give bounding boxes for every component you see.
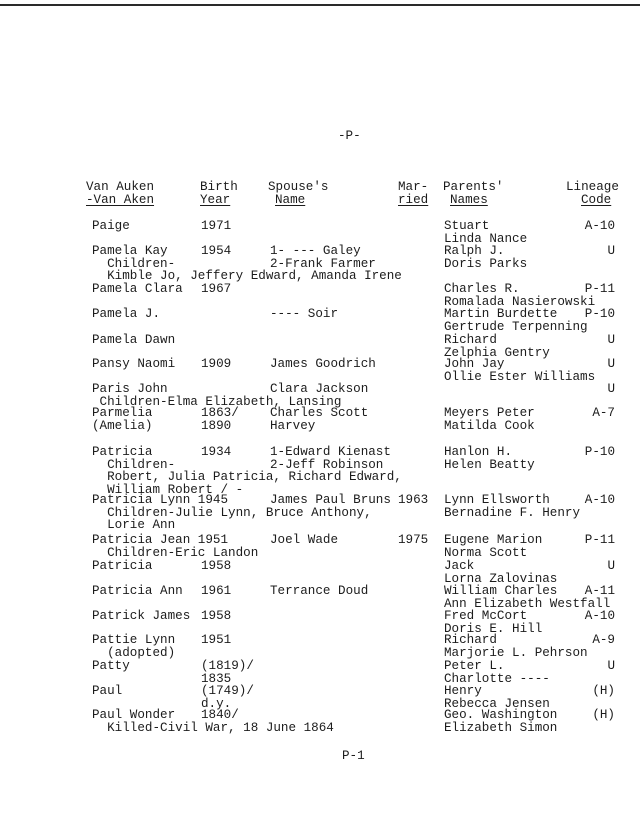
entry-name: Patricia Jean 1951 bbox=[92, 533, 229, 547]
entry-birth-year: 1863/ bbox=[201, 406, 239, 420]
header-lineage-line2: Code bbox=[581, 193, 612, 207]
entry-lineage-code: U bbox=[607, 559, 615, 573]
entry-name: Paige bbox=[92, 219, 130, 233]
entry-lineage-code: U bbox=[607, 659, 615, 673]
entry-name: Patty bbox=[92, 659, 130, 673]
header-birth-line1: Birth bbox=[200, 180, 238, 194]
page-header-mark: -P- bbox=[338, 129, 361, 143]
entry-name: Pamela Kay bbox=[92, 244, 168, 258]
entry-birth-year: 1934 bbox=[201, 445, 232, 459]
entry-married-year: 1963 bbox=[398, 493, 429, 507]
entry-lineage-code: P-10 bbox=[584, 445, 615, 459]
header-lineage-line1: Lineage bbox=[566, 180, 619, 194]
entry-birth-year: 1971 bbox=[201, 219, 232, 233]
entry-parent-father: Hanlon H. bbox=[444, 445, 513, 459]
entry-name: Pamela Clara bbox=[92, 282, 183, 296]
entry-name-note: Lorie Ann bbox=[92, 518, 176, 533]
entry-name-note: Children-Eric Landon bbox=[92, 545, 259, 560]
entry-name: Pamela J. bbox=[92, 307, 161, 321]
entry-parent-mother: Gertrude Terpenning bbox=[444, 319, 588, 334]
entry-parent-mother: Matilda Cook bbox=[444, 418, 535, 433]
entry-birth-year: 1840/ bbox=[201, 708, 239, 722]
entry-lineage-code: A-7 bbox=[592, 406, 615, 420]
entry-lineage-code: P-11 bbox=[584, 533, 615, 547]
entry-birth-year: 1961 bbox=[201, 584, 232, 598]
entry-lineage-code: U bbox=[607, 382, 615, 396]
entry-parent-mother: Helen Beatty bbox=[444, 457, 535, 472]
entry-parent-father: Fred McCort bbox=[444, 609, 528, 623]
header-spouse-line2: Name bbox=[275, 193, 306, 207]
entry-spouse: James Paul Bruns bbox=[270, 493, 391, 507]
entry-parent-father: Richard bbox=[444, 333, 497, 347]
entry-spouse: 1-Edward Kienast bbox=[270, 445, 391, 459]
entry-parent-mother: Bernadine F. Henry bbox=[444, 505, 581, 520]
entry-lineage-code: P-10 bbox=[584, 307, 615, 321]
entry-parent-mother: Zelphia Gentry bbox=[444, 345, 550, 360]
entry-birth-year: (1749)/ bbox=[201, 684, 254, 698]
entry-birth-year: (1819)/ bbox=[201, 659, 254, 673]
entry-parent-father: Martin Burdette bbox=[444, 307, 558, 321]
header-married-line2: ried bbox=[398, 193, 429, 207]
entry-parent-mother: Marjorie L. Pehrson bbox=[444, 645, 588, 660]
entry-spouse: 1- --- Galey bbox=[270, 244, 361, 258]
entry-parent-mother: Elizabeth Simon bbox=[444, 720, 558, 735]
entry-lineage-code: U bbox=[607, 244, 615, 258]
entry-name-note: Killed-Civil War, 18 June 1864 bbox=[92, 720, 334, 735]
entry-birth-year: 1890 bbox=[201, 418, 232, 433]
entry-parent-father: Peter L. bbox=[444, 659, 505, 673]
entry-lineage-code: A-11 bbox=[584, 584, 615, 598]
entry-parent-mother: Romalada Nasierowski bbox=[444, 294, 596, 309]
entry-parent-mother: Norma Scott bbox=[444, 545, 528, 560]
entry-parent-father: Jack bbox=[444, 559, 475, 573]
entry-lineage-code: A-10 bbox=[584, 609, 615, 623]
entry-name: Paris John bbox=[92, 382, 168, 396]
entry-parent-mother: Lorna Zalovinas bbox=[444, 571, 558, 586]
entry-name: Pattie Lynn bbox=[92, 633, 176, 647]
top-border-line bbox=[0, 4, 640, 6]
entry-parent-mother: Doris Parks bbox=[444, 256, 528, 271]
entry-parent-father: Ralph J. bbox=[444, 244, 505, 258]
entry-parent-father: Richard bbox=[444, 633, 497, 647]
entry-birth-year: 1967 bbox=[201, 282, 232, 296]
entry-lineage-code: (H) bbox=[592, 684, 615, 698]
entry-name: Patricia Ann bbox=[92, 584, 183, 598]
entry-birth-year: 1954 bbox=[201, 244, 232, 258]
entry-name: Paul Wonder bbox=[92, 708, 176, 722]
entry-spouse: 2-Frank Farmer bbox=[270, 256, 376, 271]
entry-birth-year: 1958 bbox=[201, 559, 232, 573]
entry-parent-father: John Jay bbox=[444, 357, 505, 371]
entry-lineage-code: A-10 bbox=[584, 219, 615, 233]
header-married-line1: Mar- bbox=[398, 180, 429, 194]
header-name-line1: Van Auken bbox=[86, 180, 155, 194]
entry-name-note: Kimble Jo, Jeffery Edward, Amanda Irene bbox=[92, 269, 402, 284]
entry-lineage-code: A-9 bbox=[592, 633, 615, 647]
entry-name: Pansy Naomi bbox=[92, 357, 176, 371]
entry-name-note: (adopted) bbox=[92, 645, 176, 660]
entry-spouse: 2-Jeff Robinson bbox=[270, 457, 384, 472]
entry-birth-year: 1835 bbox=[201, 671, 232, 686]
entry-birth-year: 1951 bbox=[201, 633, 232, 647]
entry-name: Patricia bbox=[92, 445, 153, 459]
entry-name-note: Children-Julie Lynn, Bruce Anthony, bbox=[92, 505, 372, 520]
entry-lineage-code: U bbox=[607, 333, 615, 347]
entry-name: Patrick James bbox=[92, 609, 191, 623]
entry-name: Patricia bbox=[92, 559, 153, 573]
entry-lineage-code: P-11 bbox=[584, 282, 615, 296]
entry-parent-father: Stuart bbox=[444, 219, 490, 233]
entry-parent-father: Charles R. bbox=[444, 282, 520, 296]
entry-married-year: 1975 bbox=[398, 533, 429, 547]
entry-name-note: (Amelia) bbox=[92, 418, 153, 433]
entry-name: Paul bbox=[92, 684, 123, 698]
entry-birth-year: 1909 bbox=[201, 357, 232, 371]
header-parents-line2: Names bbox=[450, 193, 488, 207]
page-footer-number: P-1 bbox=[342, 749, 365, 763]
entry-name: Parmelia bbox=[92, 406, 153, 420]
entry-birth-year: d.y. bbox=[201, 696, 232, 711]
entry-parent-father: Lynn Ellsworth bbox=[444, 493, 550, 507]
entry-spouse: ---- Soir bbox=[270, 307, 339, 321]
entry-name-note: Children- bbox=[92, 457, 176, 472]
entry-lineage-code: (H) bbox=[592, 708, 615, 722]
entry-name-note: Robert, Julia Patricia, Richard Edward, bbox=[92, 470, 402, 485]
entry-name: Patricia Lynn 1945 bbox=[92, 493, 229, 507]
entry-birth-year: 1958 bbox=[201, 609, 232, 623]
entry-spouse: Clara Jackson bbox=[270, 382, 369, 396]
entry-lineage-code: U bbox=[607, 357, 615, 371]
entry-parent-father: Eugene Marion bbox=[444, 533, 543, 547]
entry-parent-father: Geo. Washington bbox=[444, 708, 558, 722]
entry-name-note: Children-Elma Elizabeth, Lansing bbox=[92, 394, 342, 409]
entry-name-note: William Robert / - bbox=[92, 482, 244, 497]
entry-parent-mother: Ann Elizabeth Westfall bbox=[444, 596, 611, 611]
entry-parent-mother: Rebecca Jensen bbox=[444, 696, 550, 711]
entry-parent-mother: Doris E. Hill bbox=[444, 621, 543, 636]
header-name-line2: -Van Aken bbox=[86, 193, 155, 207]
entry-spouse: Charles Scott bbox=[270, 406, 369, 420]
entry-name: Pamela Dawn bbox=[92, 333, 176, 347]
entry-parent-father: Meyers Peter bbox=[444, 406, 535, 420]
entry-parent-father: Henry bbox=[444, 684, 482, 698]
entry-lineage-code: A-10 bbox=[584, 493, 615, 507]
header-parents-line1: Parents' bbox=[443, 180, 504, 194]
entry-parent-mother: Ollie Ester Williams bbox=[444, 369, 596, 384]
entry-name-note: Children- bbox=[92, 256, 176, 271]
entry-parent-mother: Charlotte ---- bbox=[444, 671, 550, 686]
header-spouse-line1: Spouse's bbox=[268, 180, 329, 194]
entry-spouse: Harvey bbox=[270, 418, 316, 433]
entry-spouse: Joel Wade bbox=[270, 533, 339, 547]
entry-parent-mother: Linda Nance bbox=[444, 231, 528, 246]
header-birth-line2: Year bbox=[200, 193, 231, 207]
entry-spouse: James Goodrich bbox=[270, 357, 376, 371]
entry-spouse: Terrance Doud bbox=[270, 584, 369, 598]
entry-parent-father: William Charles bbox=[444, 584, 558, 598]
